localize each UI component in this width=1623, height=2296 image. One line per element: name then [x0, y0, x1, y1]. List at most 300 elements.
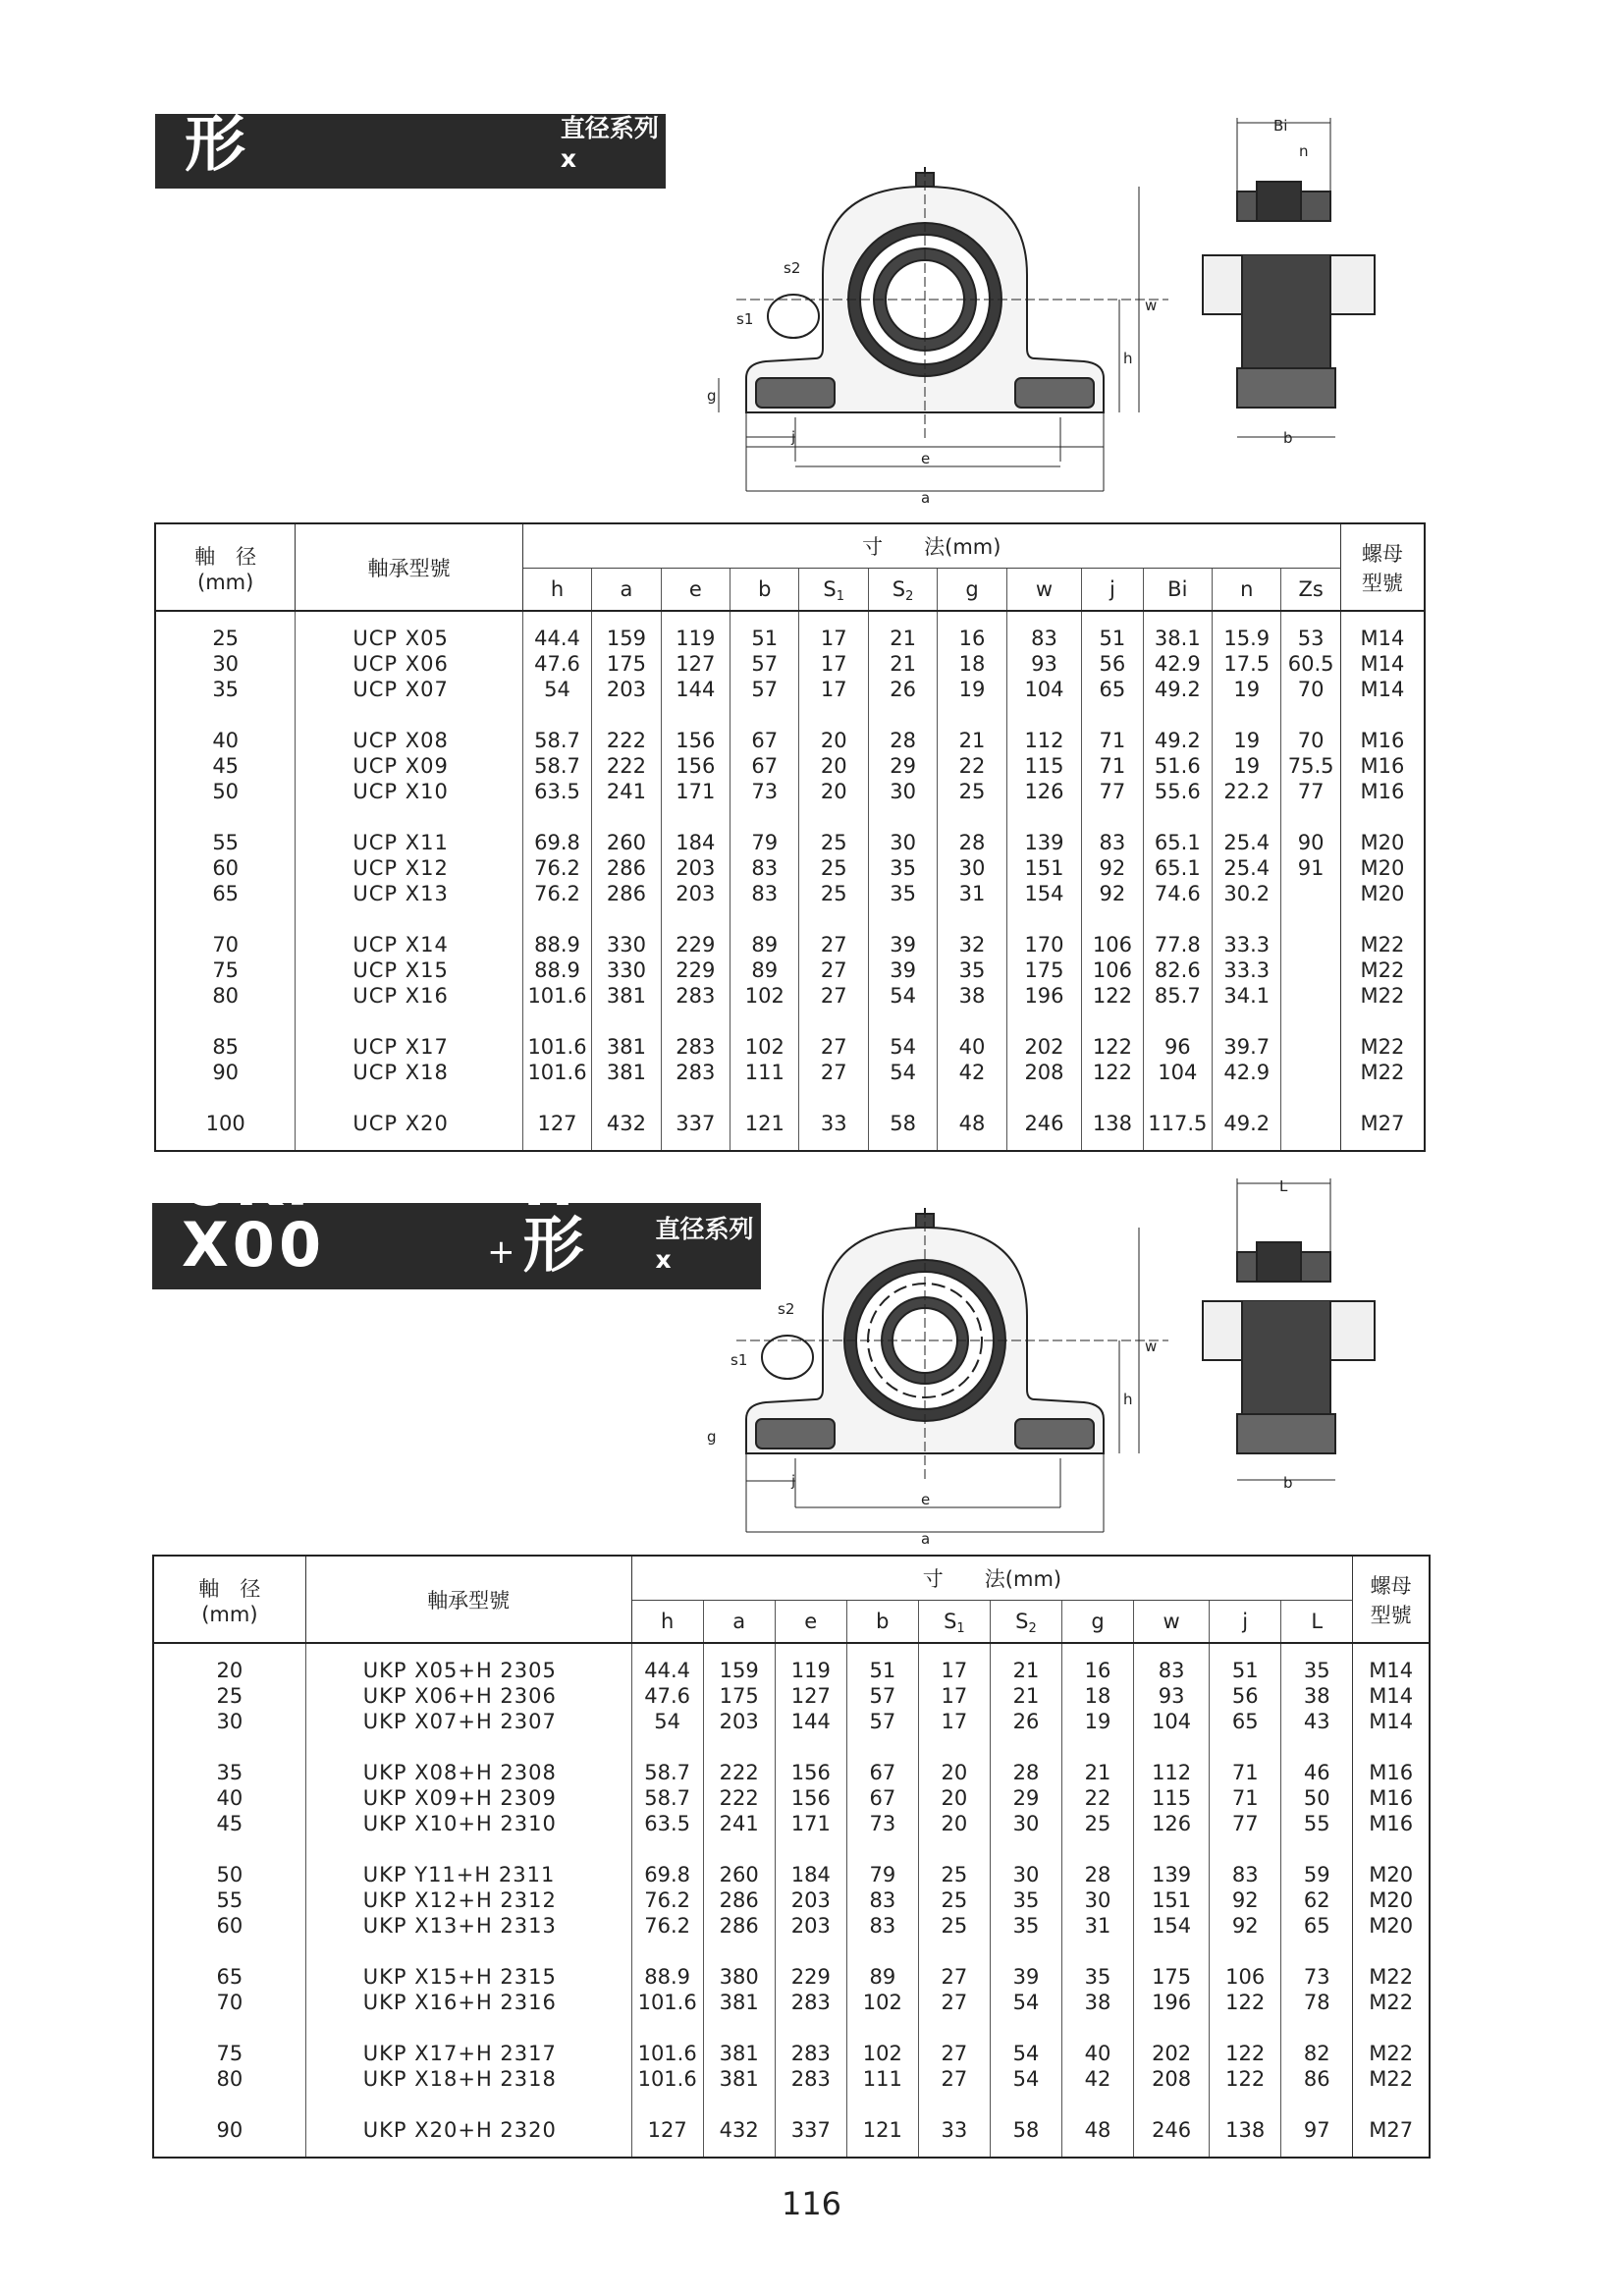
- shaft-size: 80: [216, 2067, 243, 2091]
- dim-value: 102: [744, 984, 784, 1008]
- dim-value: 63.5: [534, 780, 580, 803]
- dim-value: 30: [890, 831, 916, 854]
- dim-value: 73: [869, 1812, 896, 1835]
- dim-value: 139: [1152, 1863, 1192, 1886]
- dim-value: 154: [1024, 882, 1064, 905]
- dim-value: 122: [1092, 1061, 1132, 1084]
- dim-value: 122: [1092, 1035, 1132, 1059]
- dim-value: 77: [1297, 780, 1325, 803]
- nut-size: M27: [1360, 1112, 1405, 1135]
- dim-value: 92: [1099, 882, 1126, 905]
- dim-value: 92: [1231, 1914, 1259, 1938]
- dim-value: 18: [1084, 1684, 1111, 1708]
- column-header-s1: S1: [918, 1601, 990, 1644]
- dim-value: 117.5: [1148, 1112, 1208, 1135]
- dim-value: 76.2: [534, 856, 580, 880]
- dim-value: 101.6: [527, 984, 587, 1008]
- dim-value: 283: [790, 2067, 831, 2091]
- bearing-model: UCP X10: [352, 780, 449, 803]
- dim-value: 112: [1152, 1761, 1192, 1784]
- nut-size: M16: [1369, 1812, 1414, 1835]
- shaft-size: 75: [212, 958, 240, 982]
- dim-value: 25: [1084, 1812, 1111, 1835]
- dim-value: 67: [751, 729, 779, 752]
- bearing-model: UCP X16: [352, 984, 449, 1008]
- dim-value: 156: [676, 729, 716, 752]
- dim-value: 27: [820, 1061, 847, 1084]
- dim-value: 106: [1092, 958, 1132, 982]
- label2-s1: s1: [730, 1351, 748, 1369]
- dim-value: 50: [1303, 1786, 1330, 1810]
- column-header-w: w: [1006, 569, 1081, 612]
- dim-value: 79: [751, 831, 779, 854]
- label-bi: Bi: [1273, 117, 1288, 135]
- dim-value: 58.7: [644, 1761, 691, 1784]
- dim-value: 86: [1303, 2067, 1330, 2091]
- dim-value: 20: [820, 780, 847, 803]
- dim-value: 57: [751, 652, 779, 676]
- dim-value: 55.6: [1154, 780, 1201, 803]
- column-header-zs: Zs: [1281, 569, 1340, 612]
- dim-value: 286: [719, 1914, 759, 1938]
- dim-value: 171: [790, 1812, 831, 1835]
- ucp-side-view-drawing: [1193, 113, 1389, 457]
- dim-value: 381: [606, 1061, 646, 1084]
- bearing-model: UCP X06: [352, 652, 449, 676]
- dim-value: 85.7: [1154, 984, 1201, 1008]
- nut-size: M22: [1369, 2042, 1414, 2065]
- nut-size: M14: [1360, 678, 1405, 701]
- dim-value: 54: [890, 1035, 916, 1059]
- dim-value: 101.6: [527, 1035, 587, 1059]
- dim-value: 54: [1012, 1991, 1040, 2014]
- shaft-size: 45: [212, 754, 240, 778]
- dim-value: 73: [751, 780, 779, 803]
- dim-value: 58.7: [534, 729, 580, 752]
- dim-value: 48: [958, 1112, 986, 1135]
- dim-value: 30.2: [1223, 882, 1271, 905]
- bearing-model: UKP X18+H 2318: [362, 2067, 557, 2091]
- dim-value: 83: [1099, 831, 1126, 854]
- shaft-size: 50: [216, 1863, 243, 1886]
- dim-value: 203: [790, 1914, 831, 1938]
- bearing-model: UKP X12+H 2312: [362, 1888, 557, 1912]
- dim-value: [1281, 1060, 1339, 1085]
- dim-column-s2: [990, 1643, 1061, 2158]
- dim-value: 222: [606, 729, 646, 752]
- dim-value: 104: [1024, 678, 1064, 701]
- dim-value: 63.5: [644, 1812, 691, 1835]
- dim-value: 229: [790, 1965, 831, 1989]
- bearing-model: UCP X05: [352, 627, 449, 650]
- bearing-model: UCP X15: [352, 958, 449, 982]
- dim-value: 77.8: [1154, 933, 1201, 957]
- dim-column-j: [1210, 1643, 1281, 2158]
- shaft-size: 85: [212, 1035, 240, 1059]
- dim-value: 101.6: [637, 2067, 697, 2091]
- dim-value: 127: [537, 1112, 577, 1135]
- shaft-size: 40: [216, 1786, 243, 1810]
- shaft-size: 25: [212, 627, 240, 650]
- dim-value: 54: [654, 1710, 680, 1733]
- header-shaft: [155, 523, 296, 611]
- dim-value: 49.2: [1154, 678, 1201, 701]
- dim-value: 65.1: [1154, 856, 1201, 880]
- dim-value: 19: [1084, 1710, 1111, 1733]
- dim-value: [1281, 1034, 1339, 1060]
- dim-value: 44.4: [534, 627, 580, 650]
- dim-value: 27: [941, 1965, 968, 1989]
- dim-value: 35: [1012, 1914, 1040, 1938]
- dim-value: 203: [790, 1888, 831, 1912]
- dim-value: 20: [941, 1812, 968, 1835]
- dim-value: 381: [719, 2042, 759, 2065]
- dim-value: 27: [820, 958, 847, 982]
- dim-value: 115: [1152, 1786, 1192, 1810]
- column-header-h: h: [631, 1601, 703, 1644]
- dim-value: 203: [676, 856, 716, 880]
- dim-value: 229: [676, 933, 716, 957]
- bearing-model: UCP X14: [352, 933, 449, 957]
- nut-size: M22: [1360, 1035, 1405, 1059]
- label-s1: s1: [736, 310, 754, 328]
- column-header-g: g: [938, 569, 1006, 612]
- bearing-model: UKP X20+H 2320: [362, 2118, 557, 2142]
- dim-value: 34.1: [1223, 984, 1271, 1008]
- dim-value: 17.5: [1223, 652, 1271, 676]
- nut-size: M14: [1360, 652, 1405, 676]
- dim-value: 28: [1084, 1863, 1111, 1886]
- dim-value: 71: [1099, 729, 1126, 752]
- dim-value: 432: [606, 1112, 646, 1135]
- dim-column-s1: [918, 1643, 990, 2158]
- dim-value: 38: [1303, 1684, 1330, 1708]
- dim-value: 32: [958, 933, 986, 957]
- header2-shaft-unit: (mm): [201, 1602, 258, 1626]
- dim-value: 70: [1297, 678, 1325, 701]
- header2-nut-label1: 螺母: [1370, 1573, 1412, 1598]
- dim-value: 53: [1297, 627, 1325, 650]
- dim-value: 337: [676, 1112, 716, 1135]
- dim-value: 283: [676, 1035, 716, 1059]
- dim-value: 65.1: [1154, 831, 1201, 854]
- shaft-size: 70: [216, 1991, 243, 2014]
- dim-value: 65: [1099, 678, 1126, 701]
- label2-h: h: [1123, 1391, 1133, 1408]
- label2-e: e: [921, 1491, 931, 1508]
- dim-value: 112: [1024, 729, 1064, 752]
- dim-value: 42.9: [1223, 1061, 1271, 1084]
- shaft-size: 55: [216, 1888, 243, 1912]
- column-header-bi: Bi: [1143, 569, 1212, 612]
- dim-value: 119: [790, 1659, 831, 1682]
- dim-value: 82.6: [1154, 958, 1201, 982]
- header-nut-label1: 螺母: [1361, 541, 1403, 566]
- dim-value: 39.7: [1223, 1035, 1271, 1059]
- dim-value: 202: [1152, 2042, 1192, 2065]
- dim-value: 28: [958, 831, 986, 854]
- shaft-size: 25: [216, 1684, 243, 1708]
- dim-column-n: [1213, 611, 1281, 1151]
- ukp-side-view-drawing: [1193, 1174, 1389, 1517]
- dim-value: 20: [820, 754, 847, 778]
- dim-value: 58: [1012, 2118, 1040, 2142]
- dim-value: 25: [820, 831, 847, 854]
- dim-value: 22.2: [1223, 780, 1271, 803]
- dim-value: 17: [941, 1684, 968, 1708]
- dim-column-l: [1281, 1643, 1353, 2158]
- column-header-l: L: [1281, 1601, 1353, 1644]
- ucp-dimension-table: [154, 522, 1426, 1152]
- bearing-model: UCP X07: [352, 678, 449, 701]
- dim-value: 127: [676, 652, 716, 676]
- column-header-e: e: [775, 1601, 846, 1644]
- dim-value: 33: [820, 1112, 847, 1135]
- column-header-b: b: [730, 569, 799, 612]
- section2-title-sub: 直径系列x: [655, 1215, 754, 1274]
- dim-value: 381: [606, 1035, 646, 1059]
- nut-size: M22: [1360, 958, 1405, 982]
- dim-value: 381: [719, 2067, 759, 2091]
- dim-value: 39: [1012, 1965, 1040, 1989]
- dim-value: 175: [719, 1684, 759, 1708]
- dim-value: 102: [862, 2042, 902, 2065]
- dim-value: 122: [1225, 2042, 1266, 2065]
- nut-column: [1353, 1643, 1430, 2158]
- dim-value: 42.9: [1154, 652, 1201, 676]
- dim-value: 156: [676, 754, 716, 778]
- dim-value: 184: [676, 831, 716, 854]
- dim-value: 38.1: [1154, 627, 1201, 650]
- label2-L: L: [1279, 1177, 1288, 1195]
- dim-column-g: [938, 611, 1006, 1151]
- dim-value: 121: [862, 2118, 902, 2142]
- dim-value: 246: [1024, 1112, 1064, 1135]
- dim-value: 51: [1099, 627, 1126, 650]
- dim-value: 286: [606, 856, 646, 880]
- label2-a: a: [921, 1530, 931, 1547]
- shaft-size: 55: [212, 831, 240, 854]
- label-b: b: [1283, 429, 1293, 447]
- dim-value: 57: [869, 1684, 896, 1708]
- dim-value: 44.4: [644, 1659, 691, 1682]
- dim-value: 27: [941, 1991, 968, 2014]
- shaft-size: 35: [212, 678, 240, 701]
- dim-value: 106: [1092, 933, 1132, 957]
- dim-value: 88.9: [644, 1965, 691, 1989]
- dim-value: [1281, 881, 1339, 906]
- dim-value: 77: [1231, 1812, 1259, 1835]
- label2-j: j: [791, 1472, 796, 1490]
- dim-value: 27: [820, 984, 847, 1008]
- dim-value: 51: [869, 1659, 896, 1682]
- nut-size: M16: [1360, 780, 1405, 803]
- shaft-size: 90: [212, 1061, 240, 1084]
- dim-value: 196: [1024, 984, 1064, 1008]
- dim-value: 90: [1297, 831, 1325, 854]
- dim-value: 115: [1024, 754, 1064, 778]
- section2-title-plus: +: [487, 1232, 515, 1272]
- section2-title-main: UKP X00: [182, 1148, 335, 1281]
- dim-value: 89: [869, 1965, 896, 1989]
- nut-size: M20: [1360, 856, 1405, 880]
- shaft-size: 100: [205, 1112, 245, 1135]
- dim-value: 26: [890, 678, 916, 701]
- dim-value: 102: [744, 1035, 784, 1059]
- dim-value: 25: [941, 1914, 968, 1938]
- label-a: a: [921, 489, 931, 506]
- ucp-front-view-drawing: [707, 167, 1178, 506]
- dim-value: 83: [751, 856, 779, 880]
- dim-value: 58.7: [534, 754, 580, 778]
- dim-value: 17: [820, 652, 847, 676]
- dim-column-e: [775, 1643, 846, 2158]
- dim-value: 196: [1152, 1991, 1192, 2014]
- nut-size: M20: [1369, 1863, 1414, 1886]
- dim-value: 170: [1024, 933, 1064, 957]
- dim-value: 40: [1084, 2042, 1111, 2065]
- shaft-size: 60: [216, 1914, 243, 1938]
- header-model: 軸承型號: [296, 523, 522, 611]
- dim-value: 381: [719, 1991, 759, 2014]
- dim-value: 25: [958, 780, 986, 803]
- section1-title-main: UCP X00形: [185, 47, 504, 180]
- dim-value: 88.9: [534, 933, 580, 957]
- dim-value: 35: [1084, 1965, 1111, 1989]
- dim-value: 76.2: [644, 1914, 691, 1938]
- dim-value: 79: [869, 1863, 896, 1886]
- dim-value: 35: [1012, 1888, 1040, 1912]
- dim-value: 76.2: [534, 882, 580, 905]
- dim-value: 43: [1303, 1710, 1330, 1733]
- dim-value: 154: [1152, 1914, 1192, 1938]
- nut-size: M16: [1369, 1761, 1414, 1784]
- column-header-w: w: [1134, 1601, 1210, 1644]
- bearing-model: UKP X08+H 2308: [362, 1761, 557, 1784]
- shaft-size: 70: [212, 933, 240, 957]
- label2-w: w: [1145, 1338, 1158, 1355]
- dim-value: 73: [1303, 1965, 1330, 1989]
- dim-value: 337: [790, 2118, 831, 2142]
- dim-value: 208: [1152, 2067, 1192, 2091]
- dim-value: 54: [890, 1061, 916, 1084]
- dim-value: 283: [676, 984, 716, 1008]
- nut-size: M16: [1360, 754, 1405, 778]
- dim-value: 25.4: [1223, 856, 1271, 880]
- bearing-model: UCP X12: [352, 856, 449, 880]
- dim-value: 54: [890, 984, 916, 1008]
- dim-value: 20: [941, 1786, 968, 1810]
- shaft-size: 35: [216, 1761, 243, 1784]
- shaft-size: 65: [212, 882, 240, 905]
- dim-value: 67: [869, 1761, 896, 1784]
- label2-b: b: [1283, 1474, 1293, 1492]
- nut-size: M20: [1369, 1888, 1414, 1912]
- dim-value: 121: [744, 1112, 784, 1135]
- dim-value: 159: [719, 1659, 759, 1682]
- dim-value: 104: [1158, 1061, 1198, 1084]
- dim-value: 35: [890, 856, 916, 880]
- section2-title-banner: [152, 1148, 761, 1289]
- dim-value: [1281, 1111, 1339, 1136]
- dim-value: 101.6: [527, 1061, 587, 1084]
- dim-value: 286: [719, 1888, 759, 1912]
- ukp-front-view-drawing: [707, 1208, 1178, 1547]
- dim-value: 67: [869, 1786, 896, 1810]
- shaft-size: 40: [212, 729, 240, 752]
- page-number: 116: [781, 2185, 842, 2222]
- dim-value: 30: [1012, 1863, 1040, 1886]
- dim-value: 21: [1084, 1761, 1111, 1784]
- column-header-n: n: [1213, 569, 1281, 612]
- dim-value: 17: [941, 1710, 968, 1733]
- dim-value: 58.7: [644, 1786, 691, 1810]
- shaft-size: 80: [212, 984, 240, 1008]
- dim-value: 30: [890, 780, 916, 803]
- dim-value: 29: [890, 754, 916, 778]
- nut-size: M14: [1369, 1659, 1414, 1682]
- dim-value: 17: [820, 678, 847, 701]
- dim-value: 138: [1225, 2118, 1266, 2142]
- dim-value: 92: [1099, 856, 1126, 880]
- dim-value: 138: [1092, 1112, 1132, 1135]
- dim-value: 222: [606, 754, 646, 778]
- dim-value: 51: [751, 627, 779, 650]
- dim-value: 69.8: [534, 831, 580, 854]
- shaft-size: 50: [212, 780, 240, 803]
- column-header-s1: S1: [799, 569, 868, 612]
- section1-title-banner: [155, 47, 666, 189]
- dim-value: 241: [719, 1812, 759, 1835]
- column-header-e: e: [661, 569, 730, 612]
- dim-value: 42: [1084, 2067, 1111, 2091]
- dim-value: 57: [869, 1710, 896, 1733]
- dim-value: 208: [1024, 1061, 1064, 1084]
- nut-size: M14: [1369, 1710, 1414, 1733]
- dim-value: 101.6: [637, 1991, 697, 2014]
- dim-value: 33.3: [1223, 933, 1271, 957]
- dim-value: 139: [1024, 831, 1064, 854]
- column-header-a: a: [592, 569, 661, 612]
- dim-value: 203: [606, 678, 646, 701]
- nut-column: [1340, 611, 1425, 1151]
- dim-column-a: [703, 1643, 775, 2158]
- dim-value: 122: [1225, 1991, 1266, 2014]
- dim-value: 33: [941, 2118, 968, 2142]
- dim-value: 96: [1163, 1035, 1191, 1059]
- bearing-model: UCP X08: [352, 729, 449, 752]
- dim-value: 222: [719, 1761, 759, 1784]
- dim-value: 71: [1231, 1761, 1259, 1784]
- dim-value: 59: [1303, 1863, 1330, 1886]
- bearing-model: UKP X17+H 2317: [362, 2042, 557, 2065]
- section1-title-sub: 直径系列x: [560, 114, 659, 173]
- dim-value: 49.2: [1154, 729, 1201, 752]
- shaft-size: 60: [212, 856, 240, 880]
- dim-value: 25.4: [1223, 831, 1271, 854]
- dim-column-zs: [1281, 611, 1340, 1151]
- bearing-model: UCP X17: [352, 1035, 449, 1059]
- dim-value: 16: [1084, 1659, 1111, 1682]
- nut-size: M27: [1369, 2118, 1414, 2142]
- nut-size: M16: [1360, 729, 1405, 752]
- nut-size: M22: [1360, 984, 1405, 1008]
- dim-value: 49.2: [1223, 1112, 1271, 1135]
- column-header-j: j: [1210, 1601, 1281, 1644]
- dim-value: 97: [1303, 2118, 1330, 2142]
- dim-value: 65: [1303, 1914, 1330, 1938]
- dim-value: 29: [1012, 1786, 1040, 1810]
